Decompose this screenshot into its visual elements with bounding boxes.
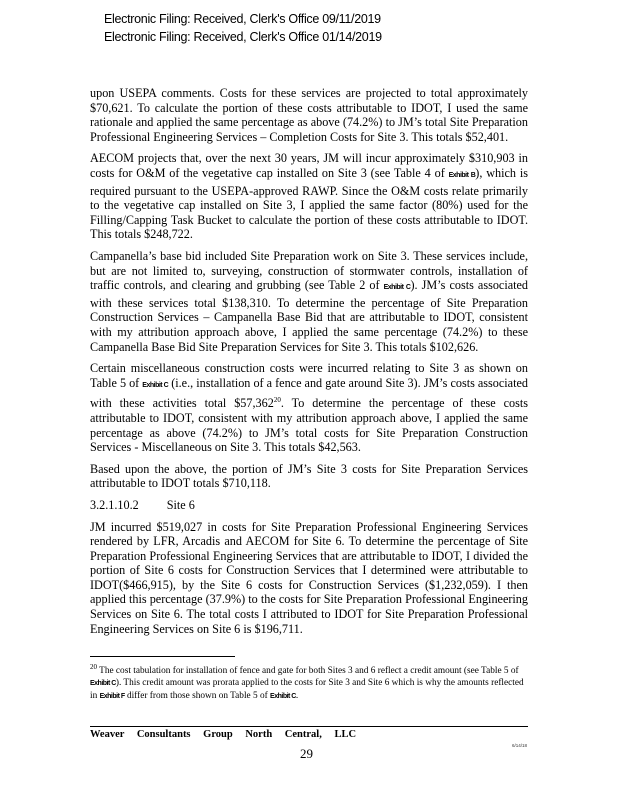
exhibit-link: Exhibit C bbox=[270, 693, 296, 701]
section-number: 3.2.1.10.2 bbox=[90, 497, 139, 512]
exhibit-link: Exhibit F bbox=[99, 693, 125, 701]
footer-date: 6/14/18 bbox=[512, 743, 528, 748]
text: (i.e., installation of a fence and gate around Site 3). JM’s costs associated with these activities total $57,362 bbox=[90, 375, 528, 411]
paragraph bbox=[90, 249, 528, 354]
text: differ from those shown on Table 5 of bbox=[124, 691, 271, 702]
text: ). This credit amount was prorata applied to the costs for Site 3 and Site 6 which is why the amounts reflected in bbox=[90, 678, 524, 702]
text: . bbox=[295, 691, 299, 702]
exhibit-link: Exhibit B bbox=[448, 171, 476, 179]
text: ), which is required pursuant to the USEPA-approved RAWP. Since the O&M costs relate primarily to the vegetative cap installed on Site 3, I applied the same factor (80%) used for the Filling/Capping Task Bucket to calculate the portion of these costs attributable to IDOT. This totals $248,722. bbox=[90, 165, 528, 242]
exhibit-link: Exhibit C bbox=[90, 680, 116, 688]
paragraph: JM incurred $519,027 in costs for Site Preparation Professional Engineering Services rendered by LFR, Arcadis and AECOM for Site 6. To determine the percentage of Site Preparation Professional Engineering Services that are attributable to IDOT, I divided the portion of Site 6 costs for Construction Services that I determined were attributable to IDOT($466,915), by the Site 6 costs for Construction Services ($1,232,059). I then applied this percentage (37.9%) to the costs for Site Preparation Professional Engineering Services on Site 6. The total costs I attributed to IDOT for Site Preparation Professional Engineering Services on Site 6 is $196,711. bbox=[90, 519, 528, 636]
footer-firm: Weaver Consultants Group North Central, LLC bbox=[90, 729, 357, 740]
exhibit-link: Exhibit C bbox=[142, 381, 169, 389]
footer-divider bbox=[90, 726, 528, 727]
body-text bbox=[90, 86, 528, 643]
filing-stamp: Electronic Filing: Received, Clerk's Office 09/11/2019 bbox=[104, 12, 381, 26]
section-heading bbox=[90, 498, 528, 513]
text: Certain miscellaneous construction costs were incurred relating to Site 3 as shown on Table 5 of bbox=[90, 361, 528, 390]
section-title: Site 6 bbox=[166, 497, 195, 512]
text: ). JM’s costs associated with these services total $138,310. To determine the percentage of Site Preparation Construction Services – Campanella Base Bid that are attributable to IDOT, consistent with my attribution approach above, I applied the same percentage (74.2%) to these Campanella Base Bid Site Preparation Services for Site 3. This totals $102,626. bbox=[90, 278, 529, 354]
footnote-number: 20 bbox=[90, 663, 97, 671]
footnote bbox=[90, 661, 530, 703]
text: The cost tabulation for installation of fence and gate for both Sites 3 and 6 reflect a credit amount (see Table 5 of bbox=[97, 666, 519, 677]
text: Campanella’s base bid included Site Preparation work on Site 3. These services include, but are not limited to, surveying, construction of stormwater controls, installation of traffic controls, and clearing and grubbing (see Table 2 of bbox=[90, 248, 528, 293]
paragraph bbox=[90, 151, 528, 242]
paragraph: Based upon the above, the portion of JM’s Site 3 costs for Site Preparation Services attributable to IDOT totals $710,118. bbox=[90, 461, 528, 491]
exhibit-link: Exhibit C bbox=[383, 284, 411, 292]
paragraph: upon USEPA comments. Costs for these services are projected to total approximately $70,621. To calculate the portion of these costs attributable to IDOT, I used the same rationale and applied the same percentage as above (74.2%) to JM’s total Site Preparation Professional Engineering Services – Completion Costs for Site 3. This totals $52,401. bbox=[90, 86, 528, 144]
page-number: 29 bbox=[300, 746, 313, 761]
paragraph bbox=[90, 361, 528, 455]
text: . To determine the percentage of these costs attributable to IDOT, consistent with my attribution approach above, I applied the same percentage as above (74.2%) to JM’s total costs for Site Preparation Construction Services - Miscellaneous on Site 3. This totals $42,563. bbox=[90, 396, 528, 455]
text: AECOM projects that, over the next 30 years, JM will incur approximately $310,903 in costs for O&M of the vegetative cap installed on Site 3 (see Table 4 of bbox=[90, 151, 528, 180]
footnote-divider bbox=[90, 656, 235, 657]
footnote-ref: 20 bbox=[273, 396, 281, 405]
filing-stamp-second: Electronic Filing: Received, Clerk's Office 01/14/2019 bbox=[104, 30, 382, 44]
